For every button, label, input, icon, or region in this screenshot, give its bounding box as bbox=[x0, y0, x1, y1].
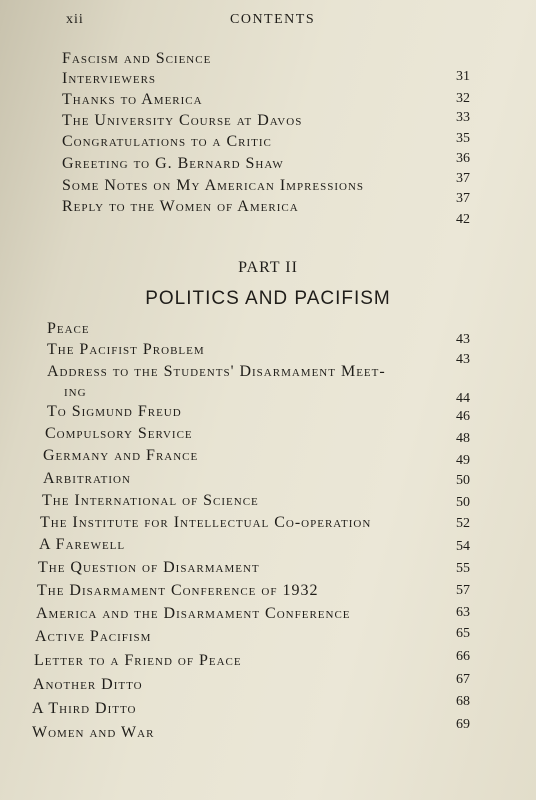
toc-page-number: 57 bbox=[456, 583, 470, 598]
toc-entry: Compulsory Service bbox=[45, 425, 193, 442]
toc-page-number: 43 bbox=[456, 352, 470, 367]
toc-entry: Fascism and Science bbox=[62, 50, 212, 67]
toc-entry: ing bbox=[64, 383, 87, 400]
toc-entry: Germany and France bbox=[43, 447, 199, 464]
toc-page-number: 46 bbox=[456, 409, 470, 424]
page-number: xii bbox=[66, 12, 84, 27]
toc-entry: The International of Science bbox=[42, 492, 259, 509]
toc-entry: The University Course at Davos bbox=[62, 112, 303, 129]
toc-entry: Some Notes on My American Impressions bbox=[62, 177, 365, 194]
toc-entry: Another Ditto bbox=[33, 676, 143, 693]
toc-page-number: 36 bbox=[456, 151, 470, 166]
toc-page-number: 42 bbox=[456, 212, 470, 227]
toc-entry: America and the Disarmament Conference bbox=[36, 605, 351, 622]
toc-entry: Peace bbox=[47, 320, 90, 337]
section-title: POLITICS AND PACIFISM bbox=[145, 288, 391, 309]
toc-entry: The Pacifist Problem bbox=[47, 341, 205, 358]
toc-page-number: 50 bbox=[456, 473, 470, 488]
toc-entry: A Farewell bbox=[39, 536, 126, 553]
toc-entry: Arbitration bbox=[43, 470, 131, 487]
toc-entry: A Third Ditto bbox=[32, 700, 137, 717]
toc-page-number: 69 bbox=[456, 717, 470, 732]
toc-page-number: 37 bbox=[456, 171, 470, 186]
toc-entry: Letter to a Friend of Peace bbox=[34, 652, 242, 669]
toc-page-number: 50 bbox=[456, 495, 470, 510]
part-label: PART II bbox=[238, 259, 298, 276]
toc-page-number: 33 bbox=[456, 110, 470, 125]
toc-entry: Greeting to G. Bernard Shaw bbox=[62, 155, 284, 172]
toc-page-number: 55 bbox=[456, 561, 470, 576]
toc-page-number: 35 bbox=[456, 131, 470, 146]
toc-page-number: 52 bbox=[456, 516, 470, 531]
toc-page-number: 67 bbox=[456, 672, 470, 687]
toc-page-number: 65 bbox=[456, 626, 470, 641]
toc-entry: Women and War bbox=[32, 724, 155, 741]
toc-entry: To Sigmund Freud bbox=[47, 403, 182, 420]
toc-entry: The Question of Disarmament bbox=[38, 559, 260, 576]
toc-entry: Congratulations to a Critic bbox=[62, 133, 272, 150]
toc-page-number: 32 bbox=[456, 91, 470, 106]
toc-page-number: 54 bbox=[456, 539, 470, 554]
toc-entry: Thanks to America bbox=[62, 91, 203, 108]
toc-page-number: 49 bbox=[456, 453, 470, 468]
toc-entry: Reply to the Women of America bbox=[62, 198, 299, 215]
toc-page-number: 44 bbox=[456, 391, 470, 406]
running-title: CONTENTS bbox=[230, 12, 316, 27]
toc-entry: The Institute for Intellectual Co-operation bbox=[40, 514, 372, 531]
toc-page-number: 68 bbox=[456, 694, 470, 709]
running-head bbox=[66, 12, 496, 32]
toc-entry: Address to the Students' Disarmament Meet- bbox=[47, 363, 386, 380]
toc-entry: The Disarmament Conference of 1932 bbox=[37, 582, 319, 599]
toc-page-number: 63 bbox=[456, 605, 470, 620]
toc-page-number: 31 bbox=[456, 69, 470, 84]
toc-page-number: 66 bbox=[456, 649, 470, 664]
toc-page-number: 43 bbox=[456, 332, 470, 347]
toc-page-number: 37 bbox=[456, 191, 470, 206]
toc-entry: Active Pacifism bbox=[35, 628, 152, 645]
toc-page-number: 48 bbox=[456, 431, 470, 446]
toc-entry: Interviewers bbox=[62, 70, 157, 87]
